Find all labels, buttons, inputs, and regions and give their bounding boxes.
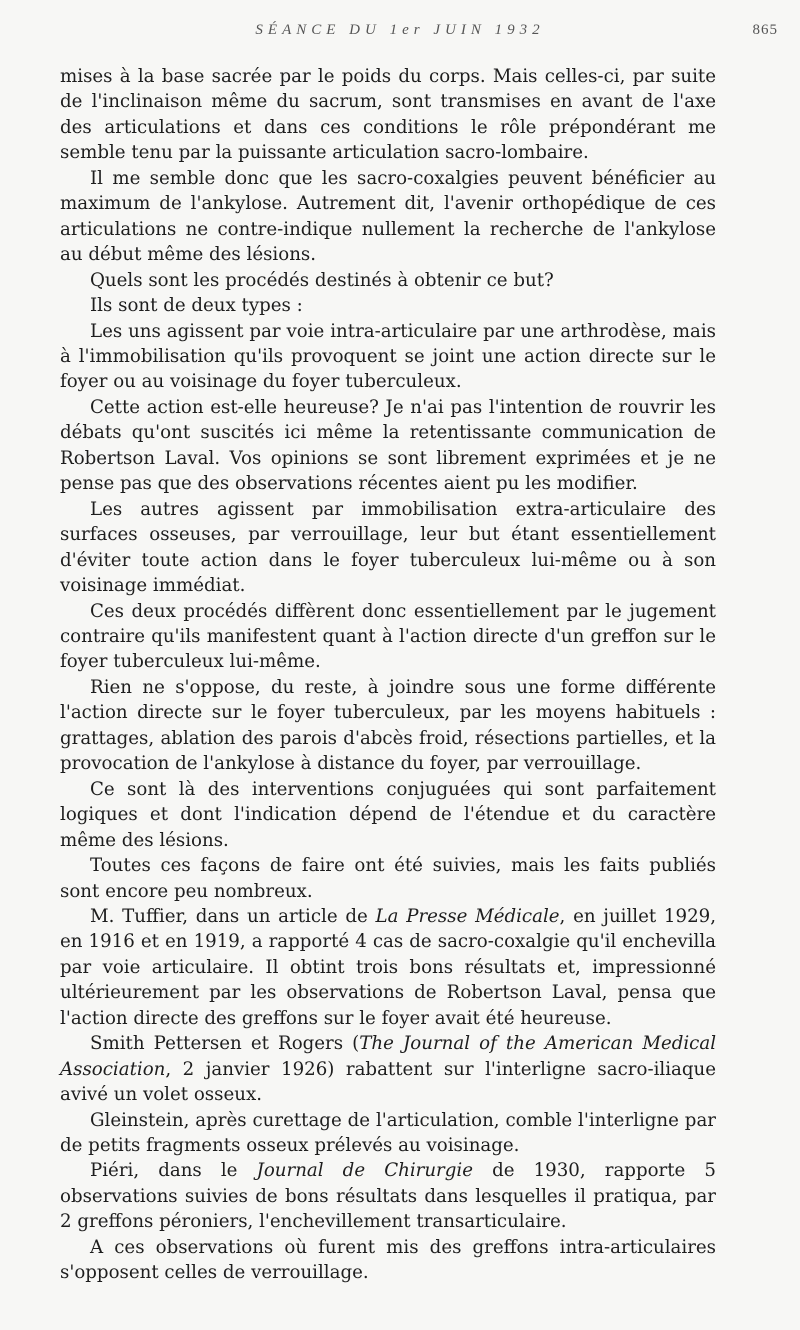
paragraph-gleinstein: Gleinstein, après curettage de l'articulation, comble l'interligne par de petits fragments osseux prélevés au voisinage. [60,1109,716,1157]
paragraph-pieri [60,1158,716,1234]
paragraph-last: A ces observations où furent mis des greffons intra-articulaires s'opposent celles de verrouillage. [60,1236,716,1284]
body-text [60,64,716,1286]
paragraph: Ils sont de deux types : [90,295,303,317]
paragraph: Les uns agissent par voie intra-articulaire par une arthrodèse, mais à l'immobilisation qu'ils provoquent se joint une action directe sur le foyer ou au voisinage du foyer tuberculeux. [60,320,716,393]
page-number: 865 [752,22,778,38]
text-run: M. Tuffier, dans un article de [90,905,376,927]
paragraph: Il me semble donc que les sacro-coxalgies peuvent bénéficier au maximum de l'ankylose. Autrement dit, l'avenir orthopédique de ces articulations ne contre-indique nullement la recherche de l'ankylose au début même des lésions. [60,167,716,266]
text-run: Piéri, dans le [90,1160,257,1182]
paragraph: Quels sont les procédés destinés à obtenir ce but? [90,269,554,291]
paragraph: Rien ne s'oppose, du reste, à joindre sous une forme différente l'action directe sur le foyer tuberculeux, par les moyens habituels : grattages, ablation des parois d'abcès froid, résections partielles, et la provocation de l'ankylose à distance du foyer, par verrouillage. [60,676,716,775]
paragraph: mises à la base sacrée par le poids du corps. Mais celles-ci, par suite de l'inclinaison même du sacrum, sont transmises en avant de l'axe des articulations et dans ces conditions le rôle prépondérant me semble tenu par la puissante articulation sacro-lombaire. [60,66,716,164]
text-run: de 1930, rapporte 5 observations suivies de bons résultats dans lesquelles il pratiqua, par 2 greffons péroniers, l'enchevillement transarticulaire. [60,1160,716,1233]
paragraph-tuffier [60,904,716,1031]
text-run: , en juillet 1929, en 1916 et en 1919, a rapporté 4 cas de sacro-coxalgie qu'il enchevilla par voie articulaire. Il obtint trois bons résultats et, impressionné ultérieurement par les observations de Robertson Laval, pensa que l'action directe des greffons sur le foyer avait été heureuse. [60,905,716,1029]
paragraph: Cette action est-elle heureuse? Je n'ai pas l'intention de rouvrir les débats qu'ont suscités ici même la retentissante communication de Robertson Laval. Vos opinions se sont librement exprimées et je ne pense pas que des observations récentes aient pu les modifier. [60,396,716,495]
text-run: , 2 janvier 1926) rabattent sur l'interligne sacro-iliaque avivé un volet osseux. [60,1058,716,1106]
journal-title: The Journal of the American Medical Association [60,1033,717,1080]
running-title: SÉANCE DU 1er JUIN 1932 [255,22,545,38]
paragraph: Ce sont là des interventions conjuguées qui sont parfaitement logiques et dont l'indication dépend de l'étendue et du caractère même des lésions. [60,778,716,851]
text-run: Smith Pettersen et Rogers ( [90,1033,360,1055]
paragraph: Ces deux procédés diffèrent donc essentiellement par le jugement contraire qu'ils manifestent quant à l'action directe d'un greffon sur le foyer tuberculeux lui-même. [60,600,716,673]
paragraph-smith [60,1031,716,1107]
journal-title: La Presse Médicale [375,905,560,927]
journal-title: Journal de Chirurgie [256,1160,473,1182]
page-header [0,22,800,46]
paragraph: Toutes ces façons de faire ont été suivies, mais les faits publiés sont encore peu nombreux. [60,855,716,902]
paragraph: Les autres agissent par immobilisation extra-articulaire des surfaces osseuses, par verrouillage, leur but étant essentiellement d'éviter toute action dans le foyer tuberculeux lui-même ou à son voisinage immédiat. [60,498,716,597]
